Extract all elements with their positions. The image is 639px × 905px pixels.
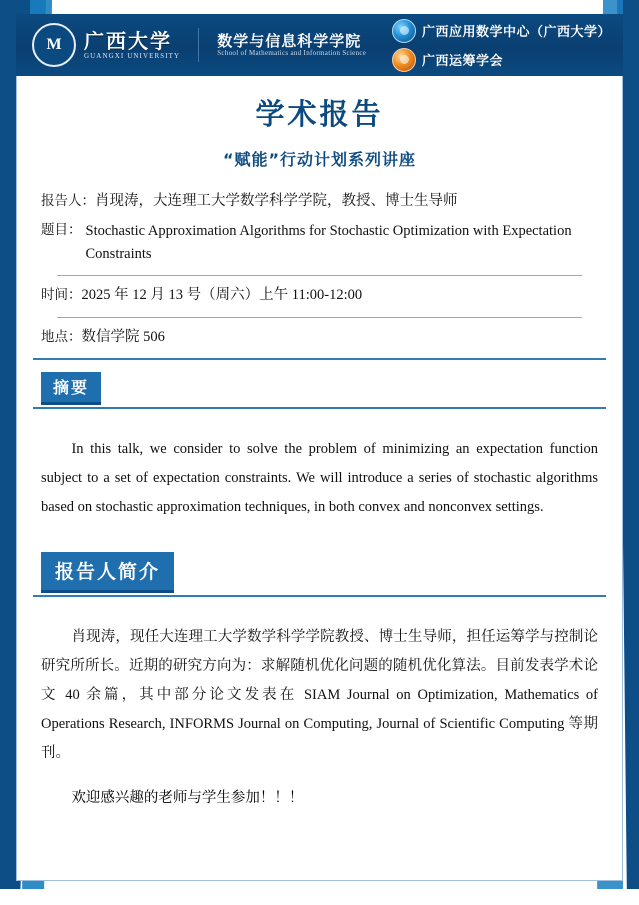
organizer-name: 广西应用数学中心（广西大学）	[422, 25, 612, 40]
bottom-white-strip	[0, 889, 639, 905]
time-line	[41, 284, 598, 306]
place-label: 地点：	[41, 328, 82, 345]
school-name-cn: 数学与信息科学学院	[217, 31, 362, 50]
abstract-text: In this talk, we consider to solve the problem of minimizing an expectation function subject to a set of expectation constraints. We will introduce a series of stochastic algorithms based on stochastic approximation techniques, in both convex and nonconvex settings.	[41, 441, 598, 516]
abstract-heading-rule	[33, 407, 606, 409]
school-names	[217, 33, 366, 58]
seal-letter: M	[46, 36, 62, 53]
topic-label: 题目：	[41, 222, 82, 239]
page-subtitle: “赋能”行动计划系列讲座	[222, 150, 417, 169]
orange-flame-icon	[392, 48, 416, 72]
speaker-line	[41, 190, 598, 212]
organizer-item	[392, 48, 611, 72]
organizer-item	[392, 19, 611, 43]
university-seal-icon	[32, 23, 76, 67]
bio-heading-rule	[33, 595, 606, 597]
university-name-en: GUANGXI UNIVERSITY	[84, 51, 181, 60]
university-name-cn: 广西大学	[84, 28, 172, 53]
topic-value: Stochastic Approximation Algorithms for Stochastic Optimization with Expectation Constraints	[85, 223, 572, 262]
blue-globe-icon	[392, 19, 416, 43]
talk-info	[41, 190, 598, 348]
time-label: 时间：	[41, 287, 82, 304]
info-divider	[57, 275, 582, 276]
banner-divider	[198, 28, 199, 62]
organizer-list	[384, 19, 611, 72]
university-identity	[16, 23, 384, 67]
university-names	[84, 28, 181, 60]
abstract-heading: 摘要	[41, 372, 101, 405]
speaker-label: 报告人：	[41, 193, 95, 209]
info-divider	[57, 317, 582, 318]
place-line	[41, 326, 598, 348]
section-divider-abstract	[33, 358, 606, 360]
header-banner	[16, 14, 623, 76]
page-title: 学术报告	[255, 97, 384, 131]
school-name-en: School of Mathematics and Information Science	[217, 49, 367, 58]
welcome-text: 欢迎感兴趣的老师与学生参加！！！	[71, 790, 304, 807]
place-value: 数信学院 506	[81, 328, 165, 345]
bio-heading: 报告人简介	[41, 552, 174, 593]
poster-card	[16, 76, 623, 881]
bio-text: 肖现涛，现任大连理工大学数学科学学院教授、博士生导师，担任运筹学与控制论研究所所长。近期的研究方向为：求解随机优化问题的随机优化算法。目前发表学术论文 40 余篇，其中部分论文发表在 SIAM Journal on Optimization, Mathematics of Operations Research, INFORMS Journal on Computing, Journal of Scientific Computing 等期刊。	[41, 629, 598, 762]
speaker-value: 肖现涛，大连理工大学数学科学学院，教授、博士生导师	[95, 193, 458, 209]
organizer-name: 广西运筹学会	[422, 54, 504, 69]
time-value: 2025 年 12 月 13 号（周六）上午 11:00-12:00	[81, 287, 363, 304]
topic-line	[41, 220, 598, 265]
